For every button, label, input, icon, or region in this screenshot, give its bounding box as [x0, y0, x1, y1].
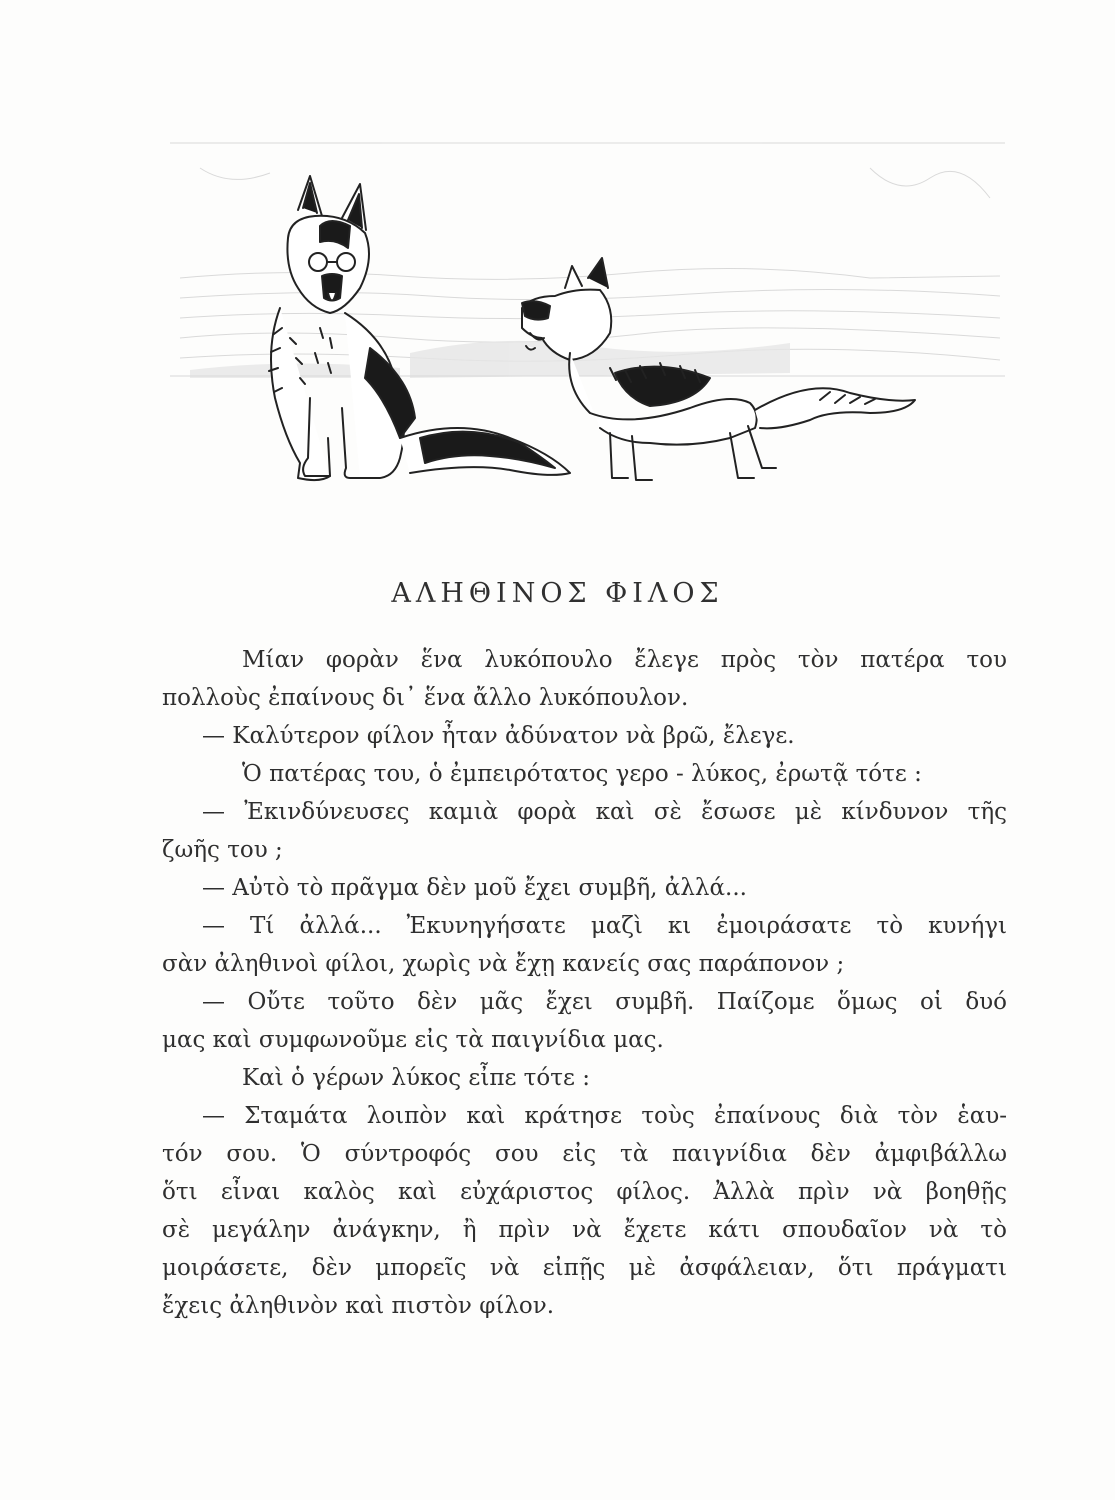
text-line: τόν σου. Ὁ σύντροφός σου εἰς τὰ παιγνίδια δὲν ἀμφιβάλλω — [162, 1141, 1007, 1167]
text-line: — Σταμάτα λοιπὸν καὶ κράτησε τοὺς ἐπαίνους διὰ τὸν ἑαυ- — [202, 1103, 1007, 1129]
text-line: — Καλύτερον φίλον ἦταν ἀδύνατον νὰ βρῶ, ἔλεγε. — [202, 723, 795, 749]
text-line: Ὁ πατέρας του, ὁ ἐμπειρότατος γερο - λύκος, ἐρωτᾷ τότε : — [242, 761, 922, 787]
two-wolves-illustration — [170, 138, 1005, 508]
text-line: σὲ μεγάλην ἀνάγκην, ἢ πρὶν νὰ ἔχετε κάτι σπουδαῖον νὰ τὸ — [162, 1217, 1007, 1243]
text-line: Μίαν φορὰν ἕνα λυκόπουλο ἔλεγε πρὸς τὸν πατέρα του — [242, 647, 1007, 673]
text-line: ζωῆς του ; — [162, 837, 283, 863]
text-line: Καὶ ὁ γέρων λύκος εἶπε τότε : — [242, 1065, 590, 1091]
text-line: ὅτι εἶναι καλὸς καὶ εὐχάριστος φίλος. Ἀλλὰ πρὶν νὰ βοηθῇς — [162, 1179, 1007, 1205]
text-line: — Ἐκινδύνευσες καμιὰ φορὰ καὶ σὲ ἔσωσε μὲ κίνδυνον τῆς — [202, 799, 1007, 825]
text-line: ἔχεις ἀληθινὸν καὶ πιστὸν φίλον. — [162, 1293, 555, 1319]
text-line: — Τί ἀλλά... Ἐκυνηγήσατε μαζὶ κι ἐμοιράσατε τὸ κυνήγι — [202, 913, 1007, 939]
text-line: — Οὔτε τοῦτο δὲν μᾶς ἔχει συμβῆ. Παίζομε ὅμως οἱ δυό — [202, 989, 1007, 1015]
text-line: μοιράσετε, δὲν μπορεῖς νὰ εἰπῇς μὲ ἀσφάλειαν, ὅτι πράγματι — [162, 1255, 1007, 1281]
text-line: μας καὶ συμφωνοῦμε εἰς τὰ παιγνίδια μας. — [162, 1027, 664, 1053]
text-line: πολλοὺς ἐπαίνους δι᾽ ἕνα ἄλλο λυκόπουλον. — [162, 685, 689, 711]
story-title: ΑΛΗΘΙΝΟΣ ΦΙΛΟΣ — [391, 578, 724, 610]
text-line: σὰν ἀληθινοὶ φίλοι, χωρὶς νὰ ἔχῃ κανείς σας παράπονον ; — [162, 951, 845, 977]
text-line: — Αὐτὸ τὸ πρᾶγμα δὲν μοῦ ἔχει συμβῆ, ἀλλά... — [202, 875, 747, 901]
